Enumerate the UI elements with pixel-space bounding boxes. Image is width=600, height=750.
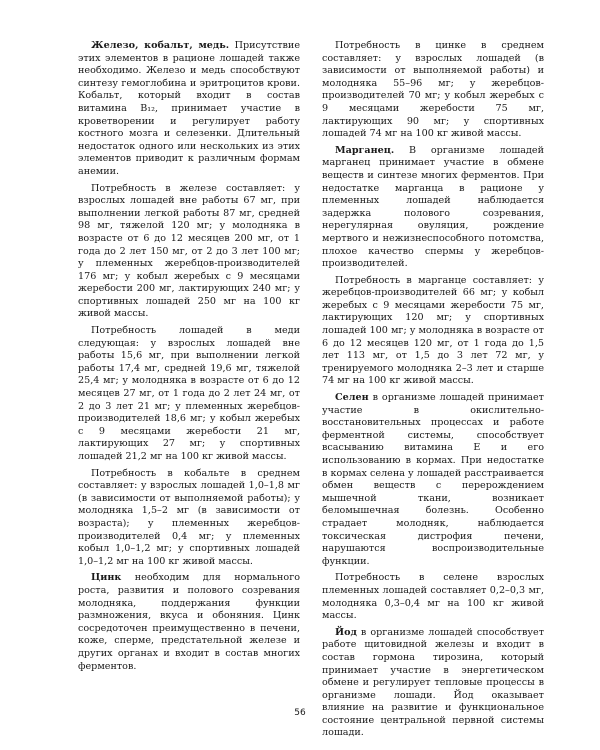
- paragraph-iron-cobalt-copper: [78, 40, 300, 179]
- heading-zinc: Цинк: [91, 572, 122, 584]
- paragraph-text: Потребность в кобальте в среднем составляет: у взрослых лошадей 1,0–1,8 мг (в зависимости от выполняемой работы); у молодняка 1,5–2 мг (в зависимости от возраста); у племенных жеребцов-производителей 0,4 мг; у племенных кобыл 1,0–1,2 мг; у спортивных лошадей 1,0–1,2 мг на 100 кг живой массы.: [78, 467, 300, 567]
- paragraph-copper-requirement: [78, 325, 300, 464]
- page-number: 56: [294, 708, 306, 718]
- paragraph-text: в организме лошадей принимает участие в окислительно-восстановительных процессах и работе ферментной системы, способствует всасыванию витамина Е и его использованию в кормах. При недостатке в кормах селена у лошадей расстраивается обмен веществ с перерождением мышечной ткани, возникает беломышечная болезнь. Особенно страдает молодняк, наблюдается токсическая дистрофия печени, нарушаются воспроизводительные функции.: [322, 392, 544, 567]
- paragraph-text: Потребность в селене взрослых племенных лошадей составляет 0,2–0,3 мг, молодняка 0,3–0,4 мг на 100 кг живой массы.: [322, 572, 544, 622]
- paragraph-text: Потребность лошадей в меди следующая: у взрослых лошадей вне работы 15,6 мг, при выполнении легкой работы 17,4 мг, средней 19,6 мг, тяжелой 25,4 мг; у молодняка в возрасте от 6 до 12 месяцев 27 мг, от 1 года до 2 лет 24 мг, от 2 до 3 лет 21 мг; у племенных жеребцов-производителей 18,6 мг; у кобыл жеребых с 9 месяцами жеребости 21 мг, лактирующих 27 мг; у спортивных лошадей 21,2 мг на 100 кг живой массы.: [78, 325, 300, 462]
- paragraph-zinc-requirement: [322, 40, 544, 141]
- paragraph-text: Потребность в цинке в среднем составляет: у взрослых лошадей (в зависимости от выполняемой работы) и молодняка 55–96 мг; у жеребцов-производителей 70 мг; у кобыл жеребых с 9 месяцами жеребости 75 мг, лактирующих 90 мг; у спортивных лошадей 74 мг на 100 кг живой массы.: [322, 40, 544, 140]
- paragraph-manganese: [322, 145, 544, 271]
- left-column: [78, 40, 300, 677]
- paragraph-zinc: [78, 572, 300, 673]
- heading-iron-cobalt-copper: Железо, кобальт, медь.: [91, 40, 230, 51]
- paragraph-text: Присутствие этих элементов в рационе лошадей также необходимо. Железо и медь способствуют синтезу гемоглобина и эритроцитов крови. Кобальт, который входит в состав витамина B₁₂, принимает участие в кроветворении и регулирует работу костного мозга и селезенки. Длительный недостаток одного или нескольких из этих элементов приводит к различным формам анемии.: [78, 40, 300, 177]
- paragraph-cobalt-requirement: [78, 468, 300, 569]
- paragraph-text: Потребность в марганце составляет: у жеребцов-производителей 66 мг; у кобыл жеребых с 9 месяцами жеребости 75 мг, лактирующих 120 мг; у спортивных лошадей 100 мг; у молодняка в возрасте от 6 до 12 месяцев 120 мг, от 1 года до 1,5 лет 113 мг, от 1,5 до 3 лет 72 мг, у тренируемого молодняка 2–3 лет и старше 74 мг на 100 кг живой массы.: [322, 274, 544, 387]
- heading-manganese: Марганец.: [335, 144, 395, 156]
- heading-selenium: Селен: [335, 392, 369, 404]
- paragraph-text: в организме лошадей способствует работе щитовидной железы и входит в состав гормона тирозина, который принимает участие в энергетическом обмене и регулирует тепловые процессы в организме лошади. Йод оказывает влияние на развитие и функциональное состояние центральной первной системы лошади.: [322, 626, 544, 739]
- paragraph-manganese-requirement: [322, 275, 544, 388]
- paragraph-iodine: [322, 627, 544, 740]
- right-column: [322, 40, 544, 744]
- paragraph-text: В организме лошадей марганец принимает участие в обмене веществ и синтезе многих ферментов. При недостатке марганца в рационе у племенных лошадей наблюдается задержка полового созревания, нерегулярная овуляция, рождение мертвого и нежизнеспособного потомства, плохое качество спермы у жеребцов-производителей.: [322, 144, 544, 270]
- paragraph-iron-requirement: [78, 183, 300, 322]
- paragraph-selenium-requirement: [322, 572, 544, 622]
- heading-iodine: Йод: [335, 626, 357, 638]
- paragraph-text: необходим для нормального роста, развития и полового созревания молодняка, поддержания функции размножения, вкуса и обоняния. Цинк сосредоточен преимущественно в печени, коже, сперме, предстательной железе и других органах и входит в состав многих ферментов.: [78, 572, 300, 672]
- paragraph-selenium: [322, 392, 544, 568]
- paragraph-text: Потребность в железе составляет: у взрослых лошадей вне работы 67 мг, при выполнении легкой работы 87 мг, средней 98 мг, тяжелой 120 мг; у молодняка в возрасте от 6 до 12 месяцев 200 мг, от 1 года до 2 лет 150 мг, от 2 до 3 лет 100 мг; у племенных жеребцов-производителей 176 мг; у кобыл жеребых с 9 месяцами жеребости 200 мг, лактирующих 240 мг; у спортивных лошадей 250 мг на 100 кг живой массы.: [78, 182, 300, 320]
